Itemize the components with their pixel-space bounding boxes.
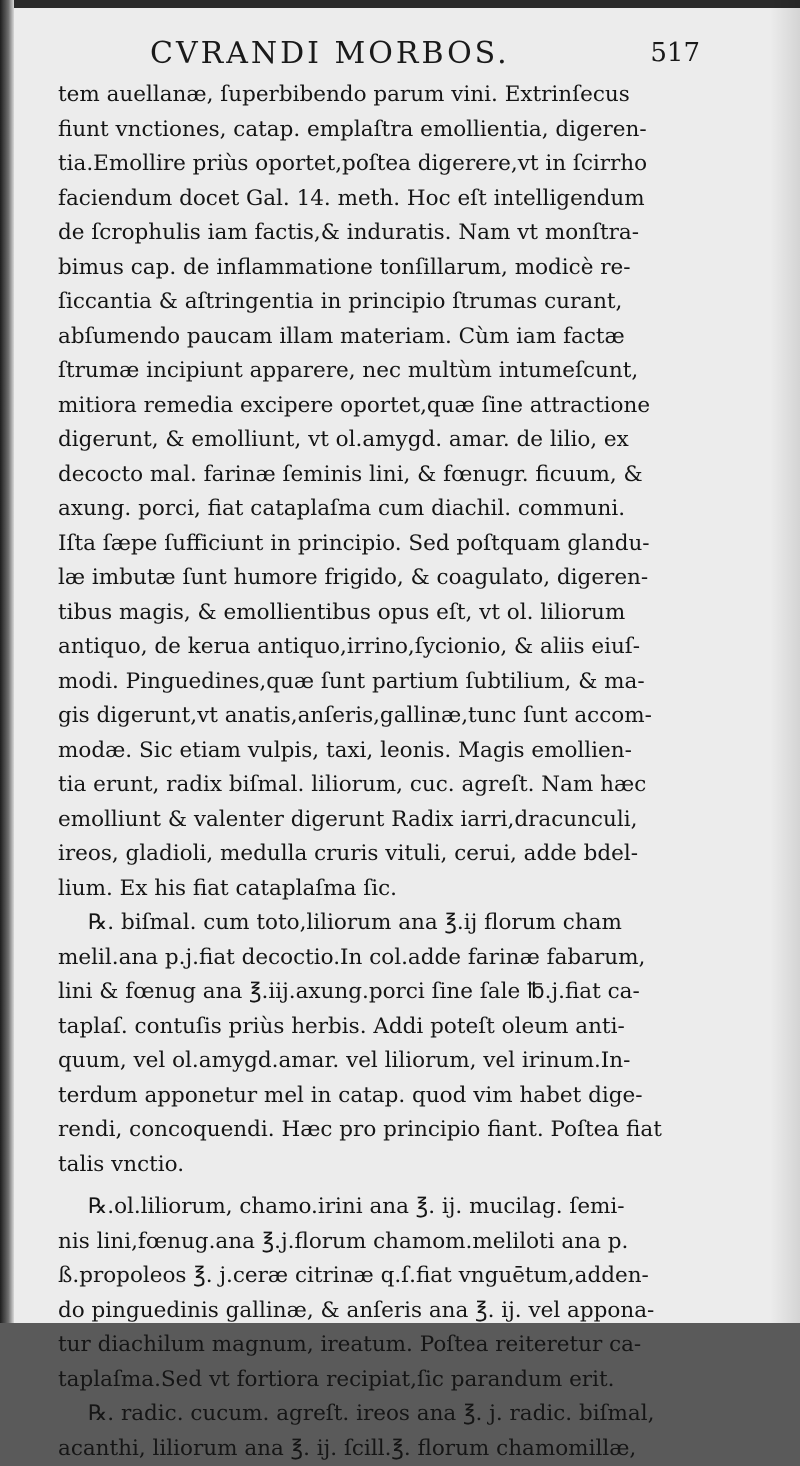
text-line: lium. Ex his fiat cataplaſma ſic. (58, 872, 638, 907)
text-line: talis vnctio. (58, 1148, 638, 1183)
recipe-paragraph (58, 906, 638, 1182)
text-line: terdum apponetur mel in catap. quod vim habet dige- (58, 1079, 638, 1114)
text-line: ireos, gladioli, medulla cruris vituli, cerui, adde bdel- (58, 837, 638, 872)
text-line: taplaſ. contuſis priùs herbis. Addi poteſt oleum anti- (58, 1010, 638, 1045)
text-line: do pinguedinis gallinæ, & anſeris ana ℥. ij. vel appona- (58, 1294, 638, 1329)
paragraph-gap (58, 1182, 638, 1190)
text-line: taplaſma.Sed vt fortiora recipiat,ſic parandum erit. (58, 1363, 638, 1398)
page-header (60, 34, 700, 78)
text-line: fiunt vnctiones, catap. emplaſtra emollientia, digeren- (58, 113, 638, 148)
text-line: modæ. Sic etiam vulpis, taxi, leonis. Magis emollien- (58, 734, 638, 769)
text-line: tia erunt, radix biſmal. liliorum, cuc. agreſt. Nam hæc (58, 768, 638, 803)
binding-gutter-shadow (0, 0, 14, 1323)
text-line: de ſcrophulis iam factis,& induratis. Nam vt monſtra- (58, 216, 638, 251)
recipe-paragraph (58, 1397, 638, 1466)
text-line: emolliunt & valenter digerunt Radix iarri,dracunculi, (58, 803, 638, 838)
text-line: Iſta ſæpe ſufficiunt in principio. Sed poſtquam glandu- (58, 527, 638, 562)
text-line: nis lini,fœnug.ana ℥.j.florum chamom.meliloti ana p. (58, 1225, 638, 1260)
text-line: ℞. biſmal. cum toto,liliorum ana ℥.ij florum cham (58, 906, 638, 941)
text-line: mitiora remedia excipere oportet,quæ ſine attractione (58, 389, 638, 424)
text-line: tem auellanæ, ſuperbibendo parum vini. Extrinſecus (58, 78, 638, 113)
text-line: decocto mal. farinæ ſeminis lini, & fœnugr. ficuum, & (58, 458, 638, 493)
text-line: gis digerunt,vt anatis,anſeris,gallinæ,tunc ſunt accom- (58, 699, 638, 734)
text-line: læ imbutæ ſunt humore frigido, & coagulato, digeren- (58, 561, 638, 596)
running-head: CVRANDI MORBOS. (150, 36, 510, 71)
text-line: melil.ana p.j.fiat decoctio.In col.adde farinæ fabarum, (58, 941, 638, 976)
text-block (58, 78, 638, 1466)
text-line: tur diachilum magnum, ireatum. Poſtea reiteretur ca- (58, 1328, 638, 1363)
page-top-edge (0, 0, 800, 8)
text-line: ſiccantia & aſtringentia in principio ſtrumas curant, (58, 285, 638, 320)
text-line: tibus magis, & emollientibus opus eſt, vt ol. liliorum (58, 596, 638, 631)
text-line: axung. porci, fiat cataplaſma cum diachil. communi. (58, 492, 638, 527)
page-number: 517 (650, 38, 700, 68)
text-line: acanthi, liliorum ana ℥. ij. ſcill.℥. florum chamomillæ, (58, 1432, 638, 1466)
recipe-paragraph (58, 1190, 638, 1397)
body-paragraph (58, 78, 638, 906)
text-line: quum, vel ol.amygd.amar. vel liliorum, vel irinum.In- (58, 1044, 638, 1079)
text-line: ℞.ol.liliorum, chamo.irini ana ℥. ij. mucilag. ſemi- (58, 1190, 638, 1225)
text-line: modi. Pinguedines,quæ ſunt partium ſubtilium, & ma- (58, 665, 638, 700)
text-line: digerunt, & emolliunt, vt ol.amygd. amar. de lilio, ex (58, 423, 638, 458)
text-line: antiquo, de keruа antiquo,irrino,ſycionio, & aliis eiuſ- (58, 630, 638, 665)
text-line: faciendum docet Gal. 14. meth. Hoc eſt intelligendum (58, 182, 638, 217)
text-line: ℞. radic. cucum. agreſt. ireos ana ℥. j. radic. biſmal, (58, 1397, 638, 1432)
text-line: rendi, concoquendi. Hæc pro principio fiant. Poſtea fiat (58, 1113, 638, 1148)
text-line: tia.Emollire priùs oportet,poſtea digerere,vt in ſcirrho (58, 147, 638, 182)
text-line: abſumendo paucam illam materiam. Cùm iam factæ (58, 320, 638, 355)
page-edge-shadow (770, 0, 800, 1323)
text-line: ß.propoleos ℥. j.ceræ citrinæ q.ſ.fiat vnguētum,adden- (58, 1259, 638, 1294)
text-line: lini & fœnug ana ℥.iij.axung.porci ſine ſale ℔.j.fiat ca- (58, 975, 638, 1010)
text-line: bimus cap. de inflammatione tonſillarum, modicè re- (58, 251, 638, 286)
text-line: ſtrumæ incipiunt apparere, nec multùm intumeſcunt, (58, 354, 638, 389)
